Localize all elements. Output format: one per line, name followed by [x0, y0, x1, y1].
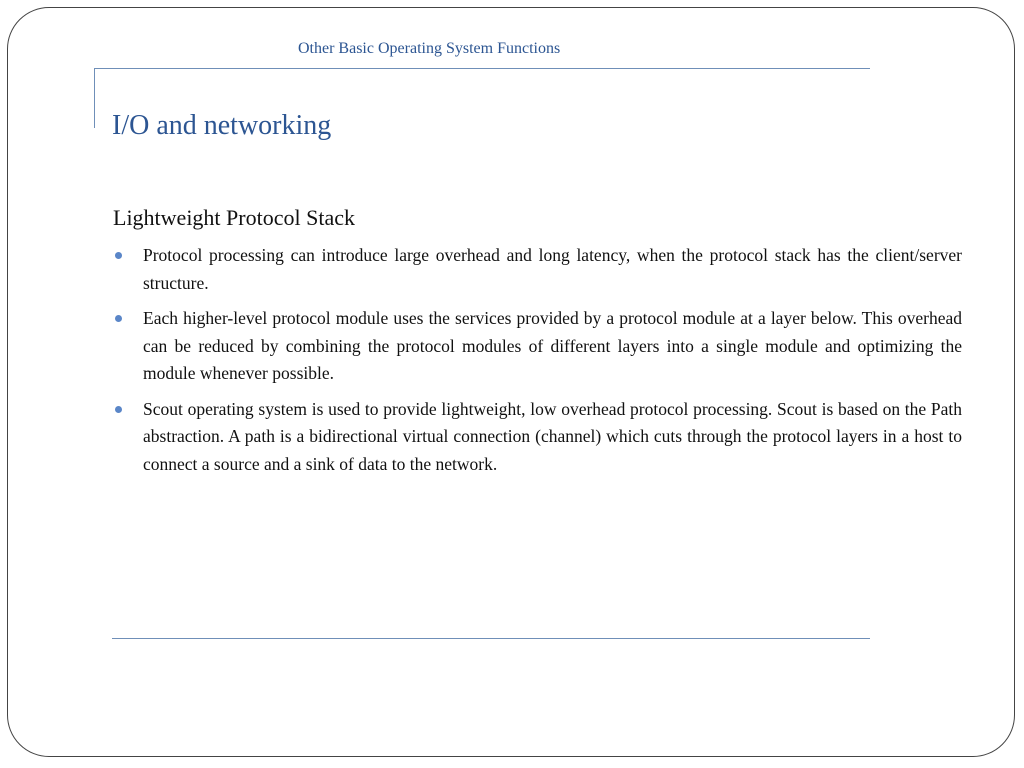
slide-content: [113, 204, 962, 486]
bullet-text: Protocol processing can introduce large overhead and long latency, when the protocol stack has the client/server structure.: [143, 245, 962, 293]
bullet-dot-icon: [115, 252, 122, 259]
bullet-text: Scout operating system is used to provide lightweight, low overhead protocol processing. Scout is based on the Path abstraction. A path is a bidirectional virtual connection (channel) which cuts through the protocol layers in a host to connect a source and a sink of data to the network.: [143, 398, 962, 474]
footer-divider: [112, 638, 870, 639]
bullet-dot-icon: [115, 406, 122, 413]
bullet-list: [113, 242, 962, 478]
bullet-text: Each higher-level protocol module uses the services provided by a protocol module at a layer below. This overhead can be reduced by combining the protocol modules of different layers into a single module and optimizing the module whenever possible.: [143, 308, 962, 383]
slide-title: I/O and networking: [112, 110, 332, 141]
bullet-item: [113, 242, 962, 297]
header-vertical-divider: [94, 68, 95, 128]
slide-header: Other Basic Operating System Functions: [298, 40, 561, 57]
section-subheading: Lightweight Protocol Stack: [113, 205, 355, 230]
bullet-item: [113, 396, 962, 479]
header-divider: [94, 68, 870, 69]
bullet-item: [113, 305, 962, 388]
bullet-dot-icon: [115, 315, 122, 322]
